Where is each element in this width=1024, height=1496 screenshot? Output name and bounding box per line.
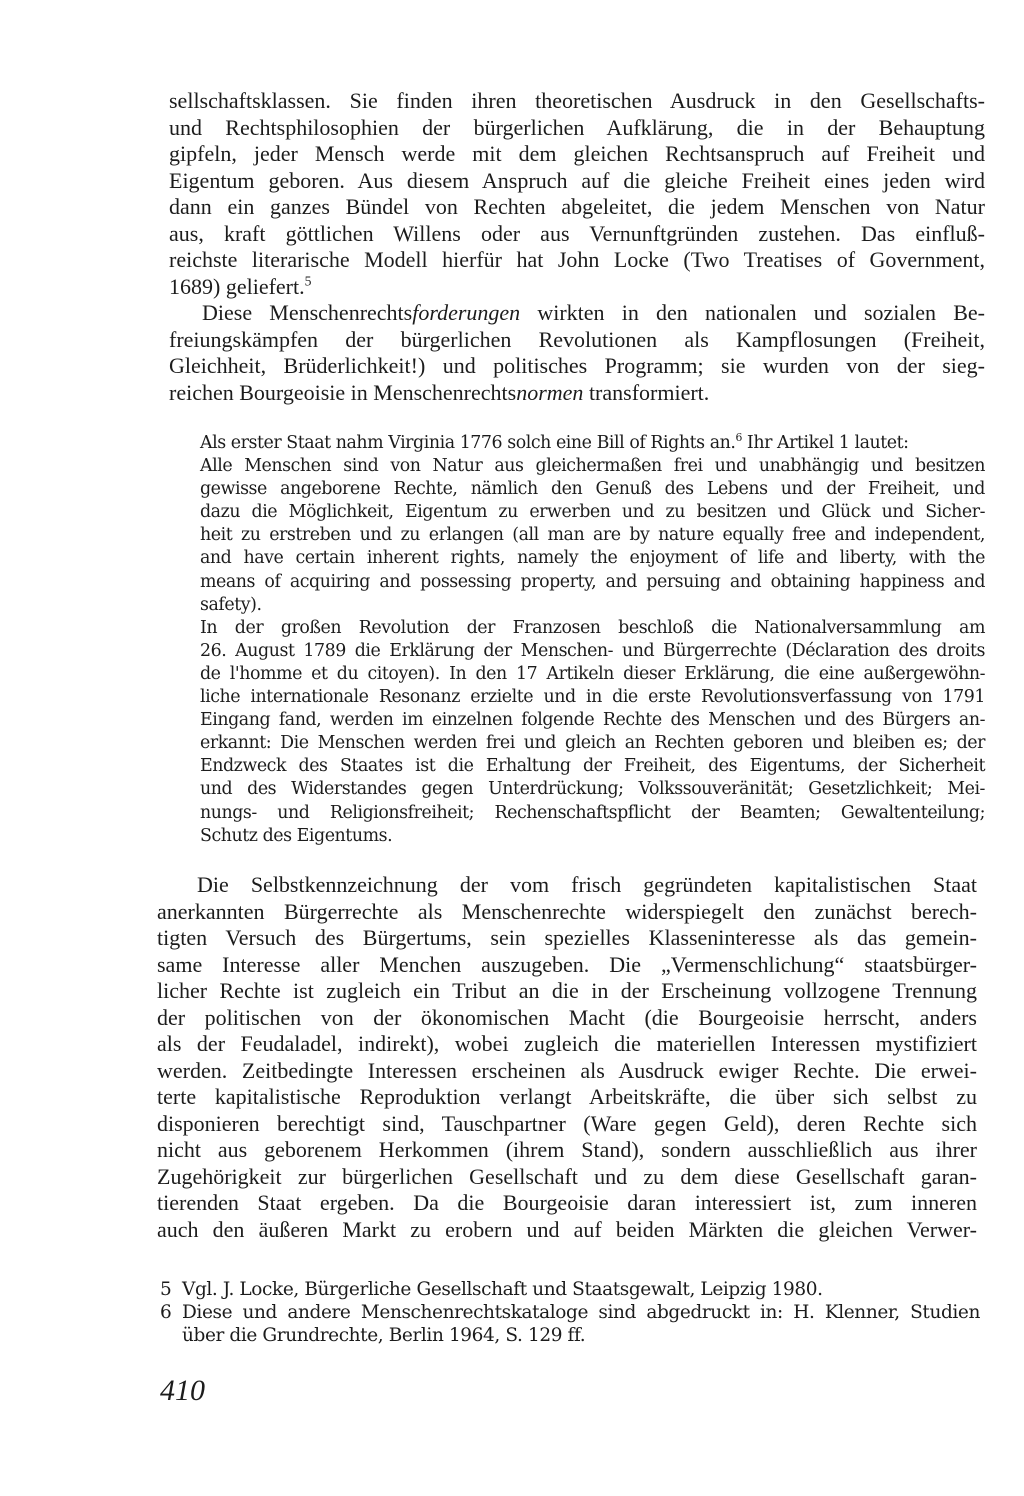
text-line [169,274,985,301]
footnotes [160,1278,980,1347]
text-fragment: wirkten in den nationalen und sozialen Be- [520,300,985,325]
paragraph-3 [157,872,977,1243]
footnote-number: 6 [160,1302,172,1323]
text-line: Zugehörigkeit zur bürgerlichen Gesellschaft und zu dem diese Gesellschaft garan- [157,1163,977,1189]
text-line: Eigentum geboren. Aus diesem Anspruch auf die gleiche Freiheit eines jeden wird [169,167,985,193]
text-line: werden. Zeitbedingte Interessen erscheinen als Ausdruck ewiger Rechte. Die erwei- [157,1057,977,1083]
text-line: terte kapitalistische Reproduktion verlangt Arbeitskräfte, die über sich selbst zu [157,1084,977,1109]
text-line: 26. August 1789 die Erklärung der Menschen- und Bürgerrechte (Déclaration des droits [200,640,985,661]
text-line: Gleichheit, Brüderlichkeit!) und politisches Programm; sie wurden von der sieg- [169,353,985,378]
footnote-indent [160,1324,182,1347]
text-fragment: Ihr Artikel 1 lautet: [741,433,909,453]
text-line: tierenden Staat ergeben. Da die Bourgeoisie daran interessiert ist, zum inneren [157,1190,977,1215]
text-line: sellschaftsklassen. Sie finden ihren theoretischen Ausdruck in den Gesellschafts- [169,88,985,113]
footnote-6 [160,1301,980,1324]
text-line: und Rechtsphilosophien der bürgerlichen Aufklärung, die in der Behauptung [169,114,985,140]
text-line: heit zu erstreben und zu erlangen (all man are by nature equally free and independent, [200,525,985,546]
text-line: Schutz des Eigentums. [200,825,393,846]
text-line: erkannt: Die Menschen werden frei und gleich an Rechten geboren und bleiben es; der [200,733,985,754]
quoted-block [200,432,985,848]
text-fragment: Diese Menschenrechts [202,300,413,325]
footnote-5 [160,1278,980,1301]
text-line: nicht aus geborenem Herkommen (ihrem Stand), sondern ausschließlich aus ihrer [157,1137,977,1162]
text-line: Eingang fand, werden im einzelnen folgende Rechte des Menschen und des Bürgers an- [200,710,985,731]
text-line: same Interesse aller Menchen auszugeben. Die „Vermenschlichung“ staatsbürger- [157,951,977,977]
text-fragment: reichen Bourgeoisie in Menschenrechts [169,379,517,405]
text-line [169,300,985,327]
text-line [169,380,985,407]
text-line: and have certain inherent rights, namely the enjoyment of life and liberty, with the [200,548,985,569]
text-line: auch den äußeren Markt zu erobern und auf beiden Märkten die gleichen Verwer- [157,1216,977,1242]
text-line: dazu die Möglichkeit, Eigentum zu erwerben und zu besitzen und Glück und Sicher- [200,502,985,523]
text-line: nungs- und Religionsfreiheit; Rechenschaftspflicht der Beamten; Gewaltenteilung; [200,802,985,823]
text-line: gewisse angeborene Rechte, nämlich den Genuß des Lebens und der Freiheit, und [200,479,985,500]
text-line [200,432,985,455]
emphasis-normen: normen [516,379,584,405]
footnote-number: 5 [160,1279,172,1300]
text-line: Alle Menschen sind von Natur aus gleichermaßen frei und unabhängig und besitzen [200,456,985,477]
text-line: In der großen Revolution der Franzosen beschloß die Nationalversammlung am [200,617,985,638]
text-line: Die Selbstkennzeichnung der vom frisch gegründeten kapitalistischen Staat [197,872,977,897]
text-line: de l'homme et du citoyen). In den 17 Artikeln dieser Erklärung, die eine außergewöhn- [200,663,985,684]
text-fragment: Als erster Staat nahm Virginia 1776 solch eine Bill of Rights an. [200,433,736,453]
text-fragment: transformiert. [583,379,710,405]
text-line: anerkannten Bürgerrechte als Menschenrechte widerspiegelt den zunächst berech- [157,898,977,924]
footnote-text: Vgl. J. Locke, Bürgerliche Gesellschaft und Staatsgewalt, Leipzig 1980. [182,1279,823,1300]
footnote-ref-6[interactable]: 6 [735,431,742,445]
text-line: und des Widerstandes gegen Unterdrückung; Volkssouveränität; Gesetzlichkeit; Mei- [200,779,985,800]
footnote-ref-5[interactable]: 5 [304,273,312,289]
paragraph-2 [169,300,985,406]
footnote-text: über die Grundrechte, Berlin 1964, S. 129 ff. [182,1325,586,1346]
text-line: disponieren berechtigt sind, Tauschpartner (Ware gegen Geld), deren Rechte sich [157,1110,977,1136]
paragraph-1 [169,88,985,300]
footnote-text: Diese und andere Menschenrechtskataloge sind abgedruckt in: H. Klenner, Studien [182,1302,980,1323]
text-line: gipfeln, jeder Mensch werde mit dem gleichen Rechtsanspruch auf Freiheit und [169,141,985,166]
text-line: der politischen von der ökonomischen Macht (die Bourgeoisie herrscht, anders [157,1004,977,1030]
text-fragment: 1689) geliefert. [169,273,305,299]
text-line: als der Feudaladel, indirekt), wobei zugleich die materiellen Interessen mystifiziert [157,1031,977,1056]
text-line: safety). [200,594,262,615]
text-line: means of acquiring and possessing property, and persuing and obtaining happiness and [200,571,985,592]
text-line: reichste literarische Modell hierfür hat John Locke (Two Treatises of Government, [169,247,985,272]
text-line: tigten Versuch des Bürgertums, sein spezielles Klasseninteresse als das gemein- [157,925,977,950]
text-line: dann ein ganzes Bündel von Rechten abgeleitet, die jedem Menschen von Natur [169,194,985,219]
text-line: licher Rechte ist zugleich ein Tribut an die in der Erscheinung vollzogene Trennung [157,978,977,1003]
text-line: liche internationale Resonanz erzielte und in die erste Revolutionsverfassung von 1791 [200,687,985,708]
footnote-6-continued [160,1324,980,1347]
text-line: Endzweck des Staates ist die Erhaltung der Freiheit, des Eigentums, der Sicherheit [200,756,985,777]
text-line: aus, kraft göttlichen Willens oder aus Vernunftgründen zustehen. Das einfluß- [169,220,985,246]
page-number: 410 [160,1374,205,1407]
text-line: freiungskämpfen der bürgerlichen Revolutionen als Kampflosungen (Freiheit, [169,326,985,352]
emphasis-forderungen: forderungen [412,300,521,325]
